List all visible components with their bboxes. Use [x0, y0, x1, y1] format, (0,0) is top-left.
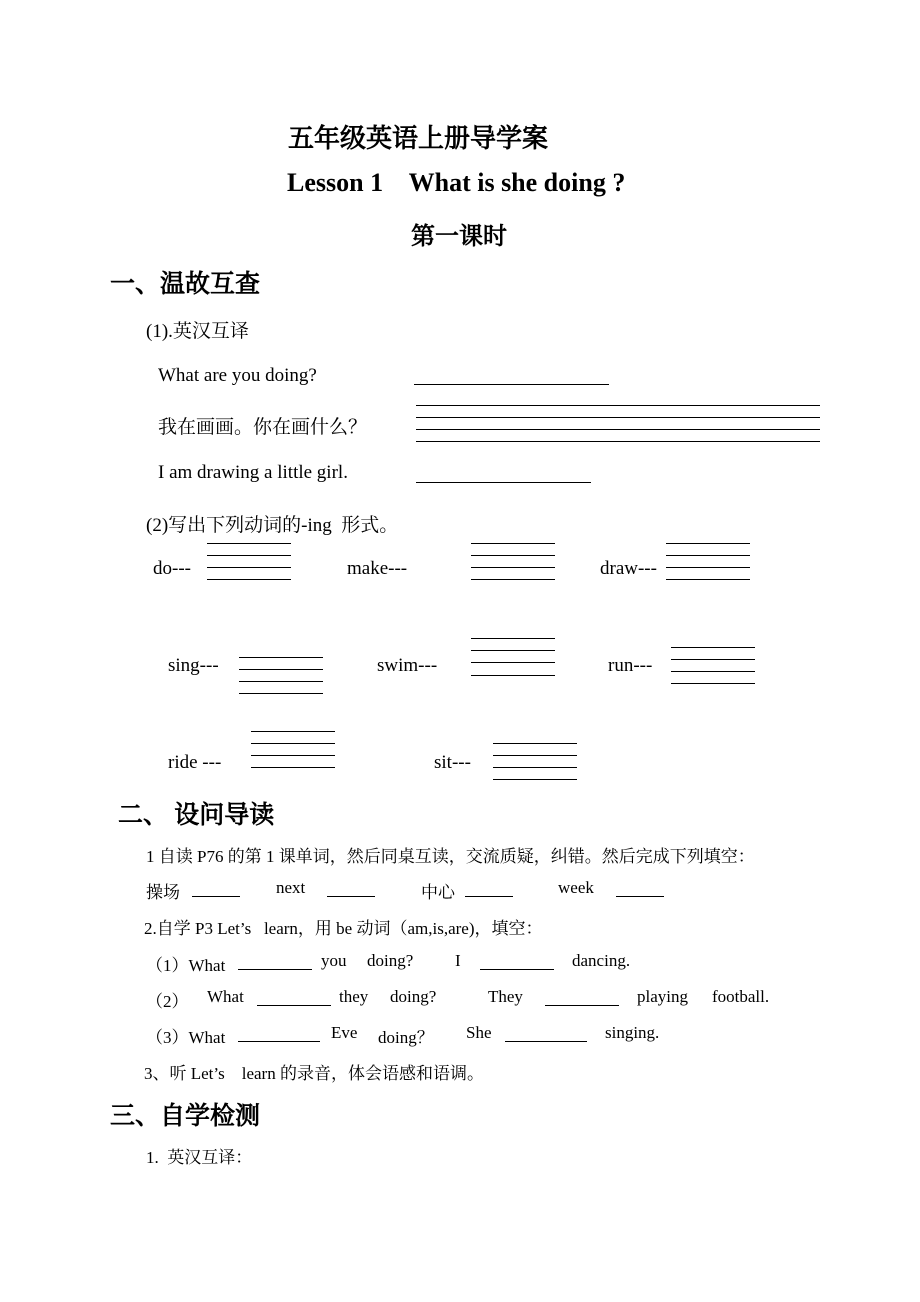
- answer-line[interactable]: [471, 567, 555, 568]
- answer-line[interactable]: [238, 969, 312, 970]
- part1-label: (1).英汉互译: [146, 321, 249, 342]
- section3-heading: 三、自学检测: [110, 1103, 261, 1130]
- answer-line[interactable]: [471, 555, 555, 556]
- answer-line[interactable]: [493, 767, 577, 768]
- answer-line[interactable]: [480, 969, 554, 970]
- answer-line[interactable]: [414, 384, 609, 385]
- fill2-c: They: [488, 987, 523, 1006]
- fill2-e: football.: [712, 987, 770, 1006]
- verb-ride: ride ---: [168, 752, 222, 773]
- answer-line[interactable]: [257, 1005, 331, 1006]
- verb-sing: sing---: [168, 655, 219, 676]
- translate-row-1: What are you doing?: [158, 365, 317, 386]
- period-title: 第一课时: [411, 224, 507, 250]
- answer-line[interactable]: [471, 579, 555, 580]
- fill2-b: doing?: [390, 987, 437, 1006]
- answer-line[interactable]: [465, 896, 513, 897]
- answer-line[interactable]: [251, 755, 335, 756]
- answer-line[interactable]: [416, 441, 820, 442]
- answer-line[interactable]: [239, 693, 323, 694]
- page-title: 五年级英语上册导学案: [288, 124, 549, 153]
- word-2: next: [276, 878, 306, 897]
- answer-line[interactable]: [207, 543, 291, 544]
- answer-line[interactable]: [545, 1005, 619, 1006]
- fill3-start: （3）What: [146, 1028, 226, 1047]
- answer-line[interactable]: [239, 657, 323, 658]
- fill1-d: dancing.: [572, 951, 631, 970]
- answer-line[interactable]: [192, 896, 240, 897]
- answer-line[interactable]: [671, 647, 755, 648]
- answer-line[interactable]: [471, 650, 555, 651]
- fill2-a: they: [339, 987, 369, 1006]
- section2-item3: 3、听 Let’s learn 的录音，体会语感和语调。: [144, 1064, 484, 1083]
- answer-line[interactable]: [251, 767, 335, 768]
- answer-line[interactable]: [239, 681, 323, 682]
- section2-heading: 二、 设问导读: [118, 802, 275, 829]
- word-1: 操场: [146, 883, 180, 902]
- answer-line[interactable]: [207, 555, 291, 556]
- answer-line[interactable]: [471, 675, 555, 676]
- fill1-c: I: [455, 951, 461, 970]
- fill2-start: （2）: [146, 992, 189, 1011]
- fill1-a: you: [321, 951, 347, 970]
- answer-line[interactable]: [207, 567, 291, 568]
- answer-line[interactable]: [505, 1041, 587, 1042]
- answer-line[interactable]: [327, 896, 375, 897]
- verb-make: make---: [347, 558, 408, 579]
- verb-do: do---: [153, 558, 191, 579]
- answer-line[interactable]: [671, 659, 755, 660]
- lesson-title: Lesson 1 What is she doing ?: [287, 168, 626, 197]
- fill3-c: She: [466, 1023, 492, 1042]
- verb-swim: swim---: [377, 655, 438, 676]
- word-4: week: [558, 878, 594, 897]
- answer-line[interactable]: [416, 482, 591, 483]
- verb-sit: sit---: [434, 752, 471, 773]
- answer-line[interactable]: [671, 683, 755, 684]
- answer-line[interactable]: [493, 743, 577, 744]
- fill2-d: playing: [637, 987, 688, 1006]
- fill3-d: singing.: [605, 1023, 660, 1042]
- fill3-a: Eve: [331, 1023, 358, 1042]
- answer-line[interactable]: [471, 638, 555, 639]
- verb-draw: draw---: [600, 558, 657, 579]
- answer-line[interactable]: [666, 555, 750, 556]
- answer-line[interactable]: [666, 543, 750, 544]
- translate-row-2: 我在画画。你在画什么？: [158, 417, 368, 438]
- answer-line[interactable]: [251, 743, 335, 744]
- fill3-b: doing？: [378, 1028, 434, 1047]
- answer-line[interactable]: [616, 896, 664, 897]
- answer-line[interactable]: [416, 429, 820, 430]
- answer-line[interactable]: [238, 1041, 320, 1042]
- section3-item1: 1. 英汉互译：: [146, 1148, 253, 1167]
- verb-run: run---: [608, 655, 653, 676]
- answer-line[interactable]: [416, 405, 820, 406]
- answer-line[interactable]: [666, 579, 750, 580]
- fill1-b: doing?: [367, 951, 414, 970]
- answer-line[interactable]: [471, 662, 555, 663]
- fill2-pre: What: [207, 987, 244, 1006]
- answer-line[interactable]: [207, 579, 291, 580]
- answer-line[interactable]: [416, 417, 820, 418]
- answer-line[interactable]: [666, 567, 750, 568]
- answer-line[interactable]: [239, 669, 323, 670]
- word-3: 中心: [421, 883, 455, 902]
- section2-item2: 2.自学 P3 Let’s learn，用 be 动词（am,is,are)，填空：: [144, 919, 543, 938]
- answer-line[interactable]: [493, 755, 577, 756]
- part2-label: (2)写出下列动词的-ing 形式。: [146, 515, 399, 536]
- answer-line[interactable]: [493, 779, 577, 780]
- answer-line[interactable]: [251, 731, 335, 732]
- translate-row-3: I am drawing a little girl.: [158, 462, 348, 483]
- answer-line[interactable]: [671, 671, 755, 672]
- answer-line[interactable]: [471, 543, 555, 544]
- section2-item1: 1 自读 P76 的第 1 课单词，然后同桌互读，交流质疑，纠错。然后完成下列填空：: [146, 847, 755, 866]
- fill1-start: （1）What: [146, 956, 226, 975]
- section1-heading: 一、温故互查: [110, 271, 261, 298]
